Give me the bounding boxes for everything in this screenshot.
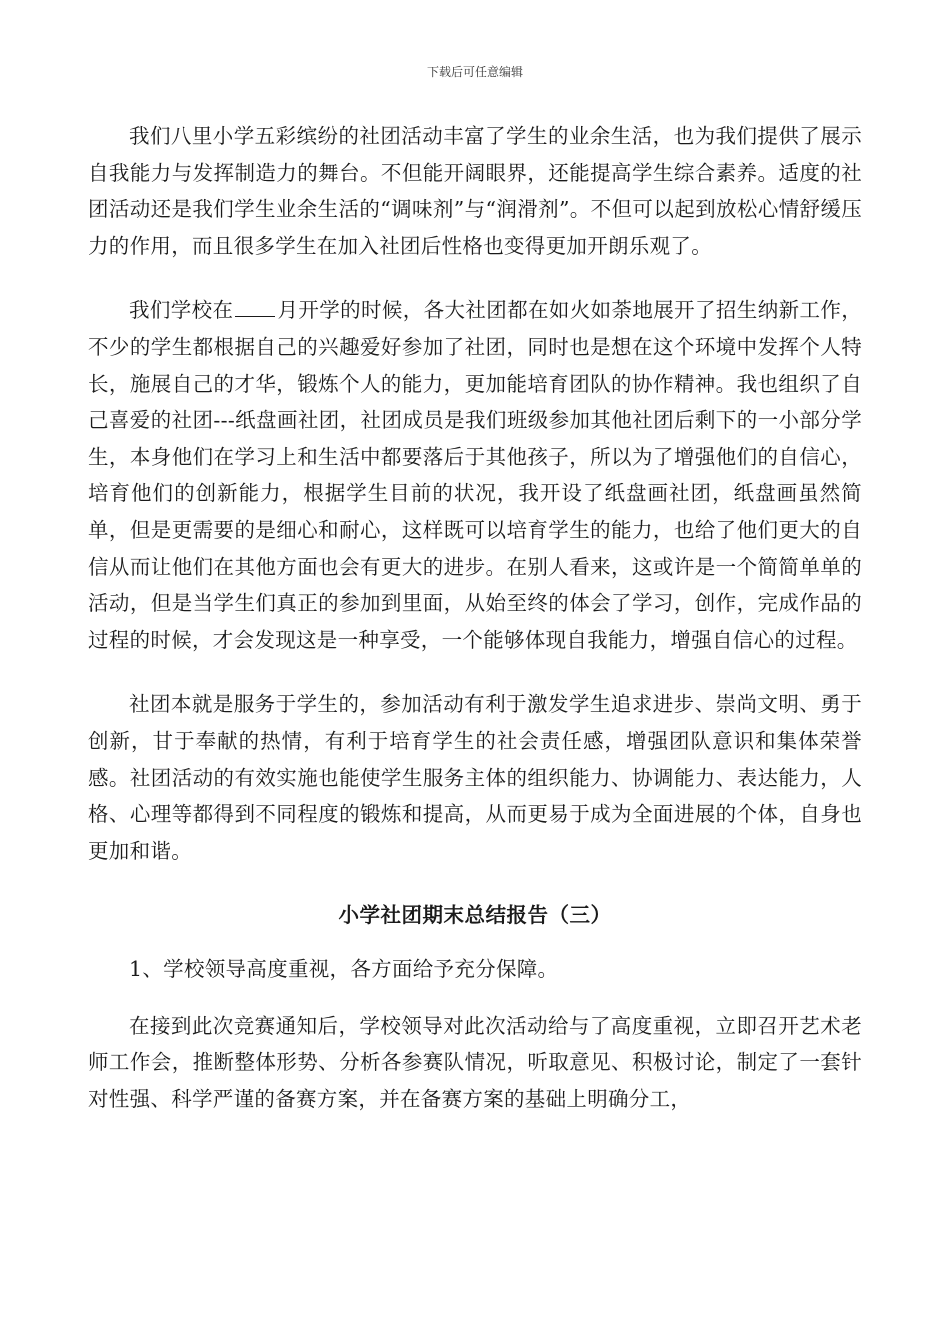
paragraph-club-founding-rest: 月开学的时候，各大社团都在如火如荼地展开了招生纳新工作，不少的学生都根据自己的兴趣爱好参加了社团，同时也是想在这个环境中发挥个人特长，施展自己的才华，锻炼个人的能力，更加能培育团队的协作精神。我也组织了自己喜爱的社团---纸盘画社团，社团成员是我们班级参加其他社团后剩下的一小部分学生，本身他们在学习上和生活中都要落后于其他孩子，所以为了增强他们的自信心，培育他们的创新能力，根据学生目前的状况，我开设了纸盘画社团，纸盘画虽然简单，但是更需要的是细心和耐心，这样既可以培育学生的能力，也给了他们更大的自信从而让他们在其他方面也会有更大的进步。在别人看来，这或许是一个简简单单的活动，但是当学生们真正的参加到里面，从始至终的体会了学习，创作，完成作品的过程的时候，才会发现这是一种享受，一个能够体现自我能力，增强自信心的过程。	[88, 298, 863, 652]
page-header-note: 下载后可任意编辑	[426, 65, 523, 79]
paragraph-club-founding	[88, 292, 862, 658]
month-blank-line	[235, 298, 275, 317]
paragraph-competition: 在接到此次竞赛通知后，学校领导对此次活动给与了高度重视，立即召开艺术老师工作会，推断整体形势、分析各参赛队情况，听取意见、积极讨论，制定了一套针对性强、科学严谨的备赛方案，并在备赛方案的基础上明确分工，	[88, 1013, 862, 1112]
paragraph-intro: 我们八里小学五彩缤纷的社团活动丰富了学生的业余生活，也为我们提供了展示自我能力与发挥制造力的舞台。不但能开阔眼界，还能提高学生综合素养。适度的社团活动还是我们学生业余生活的“调味剂”与“润滑剂”。不但可以起到放松心情舒缓压力的作用，而且很多学生在加入社团后性格也变得更加开朗乐观了。	[88, 124, 862, 258]
section-heading: 小学社团期末总结报告（三）	[338, 903, 612, 928]
paragraph-club-founding-start: 我们学校在	[129, 298, 234, 323]
paragraph-point-one: 1、学校领导高度重视，各方面给予充分保障。	[129, 957, 559, 982]
paragraph-club-purpose: 社团本就是服务于学生的，参加活动有利于激发学生追求进步、崇尚文明、勇于创新，甘于奉献的热情，有利于培育学生的社会责任感，增强团队意识和集体荣誉感。社团活动的有效实施也能使学生服务主体的组织能力、协调能力、表达能力，人格、心理等都得到不同程度的锻炼和提高，从而更易于成为全面进展的个体，自身也更加和谐。	[88, 692, 862, 863]
document-body	[88, 118, 862, 1146]
